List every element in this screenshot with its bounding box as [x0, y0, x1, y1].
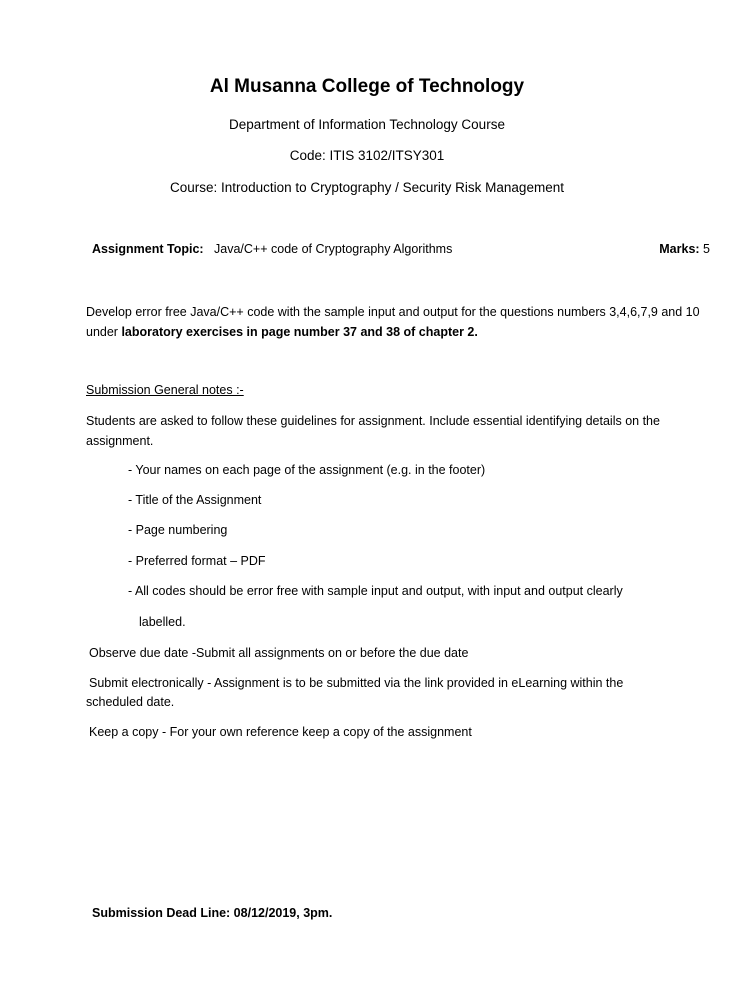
note-due-date: Observe due date -Submit all assignments on or before the due date	[89, 646, 469, 660]
guideline-item-continuation: labelled.	[139, 615, 186, 629]
note-electronic-continuation: scheduled date.	[86, 695, 175, 709]
develop-bold-text: laboratory exercises in page number 37 and 38 of chapter 2.	[121, 325, 478, 339]
marks-label: Marks:	[659, 242, 700, 256]
note-electronic: Submit electronically - Assignment is to be submitted via the link provided in eLearning within the	[89, 676, 624, 690]
course-code-line: Code: ITIS 3102/ITSY301	[289, 148, 445, 163]
guideline-item: - All codes should be error free with sample input and output, with input and output clearly	[128, 584, 623, 598]
submission-notes-heading: Submission General notes :-	[86, 383, 244, 397]
guideline-item: - Your names on each page of the assignment (e.g. in the footer)	[128, 463, 486, 477]
develop-text: Develop error free Java/C++ code with the sample input and output for the questions numbers 3,4,6,7,9 and 10 under	[86, 305, 700, 339]
guideline-item: - Page numbering	[128, 523, 228, 537]
guideline-item: - Title of the Assignment	[128, 493, 262, 507]
submission-intro: Students are asked to follow these guidelines for assignment. Include essential identifying details on the assignment.	[86, 414, 660, 448]
assignment-topic-value: Java/C++ code of Cryptography Algorithms	[214, 242, 453, 256]
college-name-title: Al Musanna College of Technology	[209, 76, 525, 97]
assignment-topic-label: Assignment Topic:	[92, 242, 204, 256]
assignment-topic	[92, 242, 452, 256]
submission-deadline: Submission Dead Line: 08/12/2019, 3pm.	[92, 906, 333, 920]
note-keep-copy: Keep a copy - For your own reference keep a copy of the assignment	[89, 725, 472, 739]
marks	[659, 242, 710, 256]
guideline-item: - Preferred format – PDF	[128, 554, 266, 568]
marks-value: 5	[703, 242, 710, 256]
department-line: Department of Information Technology Course	[229, 117, 505, 132]
develop-instructions	[86, 302, 716, 342]
course-name-line: Course: Introduction to Cryptography / Security Risk Management	[170, 180, 564, 195]
